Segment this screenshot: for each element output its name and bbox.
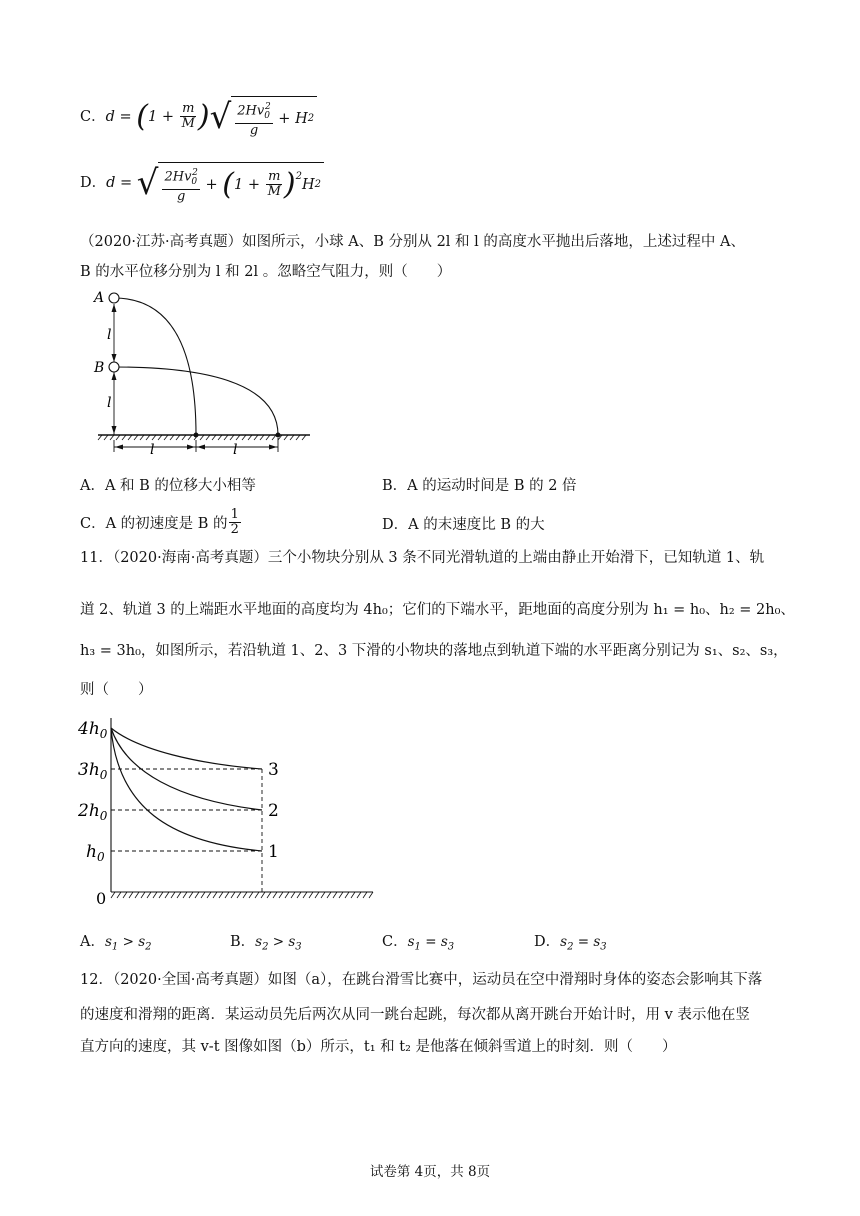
q11-text-line4: 则（ ） <box>80 682 153 698</box>
q10-label-l-lower: l <box>107 395 112 411</box>
q9-option-c <box>80 96 317 138</box>
q11-figure <box>78 712 378 912</box>
q10-option-a[interactable]: A．A 和 B 的位移大小相等 <box>80 478 256 494</box>
q11-option-d[interactable]: D．$s_2 = s_3$ <box>534 934 607 953</box>
q11-label-3h0: $3h_0$ <box>78 760 108 782</box>
q10-figure <box>90 288 320 458</box>
q11-option-c[interactable]: C．$s_1 = s_3$ <box>382 934 455 953</box>
q11-label-track-2: 2 <box>268 801 279 821</box>
q10-label-a: A <box>94 290 105 306</box>
q10-landing-b <box>276 433 281 438</box>
q9-option-d-label: D． <box>80 174 107 191</box>
q11-text-line1: 11．（2020·海南·高考真题）三个小物块分别从 3 条不同光滑轨道的上端由静止开始滑下，已知轨道 1、轨 <box>80 550 765 566</box>
q12-text-line3: 直方向的速度，其 v-t 图像如图（b）所示，t₁ 和 t₂ 是他落在倾斜雪道上的时刻．则（ ） <box>80 1039 677 1055</box>
q10-label-l-right: l <box>233 442 238 458</box>
q10-ground-hatch <box>98 435 306 440</box>
q10-label-l-upper: l <box>107 327 112 343</box>
q11-option-a[interactable]: A．$s_1 > s_2$ <box>80 934 152 953</box>
q9-option-c-label: C． <box>80 108 106 125</box>
q11-label-4h0: $4h_0$ <box>78 719 108 741</box>
q10-label-l-left: l <box>150 442 155 458</box>
q11-label-zero: 0 <box>96 889 107 908</box>
q11-track-1 <box>111 728 262 851</box>
q11-text-line2: 道 2、轨道 3 的上端距水平地面的高度均为 4h₀；它们的下端水平，距地面的高度分别为 h₁ = h₀、h₂ = 2h₀、 <box>80 602 795 618</box>
q9-option-c-formula: d = ( 1 + $\frac{m}{M}$ ) √ $\frac{2Hv_0^2}{g}$ + H 2 <box>106 96 317 138</box>
q10-text-line1: （2020·江苏·高考真题）如图所示，小球 A、B 分别从 2l 和 l 的高度水平抛出后落地，上述过程中 A、 <box>80 234 745 250</box>
q11-label-track-1: 1 <box>268 842 279 862</box>
q10-trajectory-a <box>114 298 196 435</box>
q12-text-line1: 12．（2020·全国·高考真题）如图（a），在跳台滑雪比赛中，运动员在空中滑翔时身体的姿态会影响其下落 <box>80 972 763 988</box>
q10-option-b[interactable]: B．A 的运动时间是 B 的 2 倍 <box>382 478 577 494</box>
q9-option-d-formula: d = √ $\frac{2Hv_0^2}{g}$ + ( 1 + $\frac{m}{M}$ ) $^2$ H $_2$ <box>106 162 324 204</box>
q10-option-d[interactable]: D．A 的末速度比 B 的大 <box>382 517 545 533</box>
q10-option-c[interactable] <box>80 508 242 537</box>
q11-option-b[interactable]: B．$s_2 > s_3$ <box>230 934 302 953</box>
q11-text-line3: h₃ = 3h₀，如图所示，若沿轨道 1、2、3 下滑的小物块的落地点到轨道下端的水平距离分别记为 s₁、s₂、s₃， <box>80 643 788 659</box>
q10-option-c-fraction: $\frac{1}{2}$ <box>230 507 239 537</box>
q11-label-h0: $h_0$ <box>86 842 105 864</box>
page-footer: 试卷第 4页，共 8页 <box>369 1164 491 1180</box>
q10-ball-b <box>109 362 119 372</box>
q11-ground-hatch <box>111 892 373 898</box>
q10-label-b: B <box>94 360 105 376</box>
q10-text-line2: B 的水平位移分别为 l 和 2l 。忽略空气阻力，则（ ） <box>80 264 452 280</box>
q10-landing-a <box>194 433 199 438</box>
q11-label-track-3: 3 <box>268 760 279 780</box>
q11-label-2h0: $2h_0$ <box>78 801 108 823</box>
q10-ball-a <box>109 293 119 303</box>
q12-text-line2: 的速度和滑翔的距离．某运动员先后两次从同一跳台起跳，每次都从离开跳台开始计时，用 v 表示他在竖 <box>80 1007 750 1023</box>
q9-option-d <box>80 162 324 204</box>
q10-option-c-text: C．A 的初速度是 B 的 <box>80 516 228 532</box>
